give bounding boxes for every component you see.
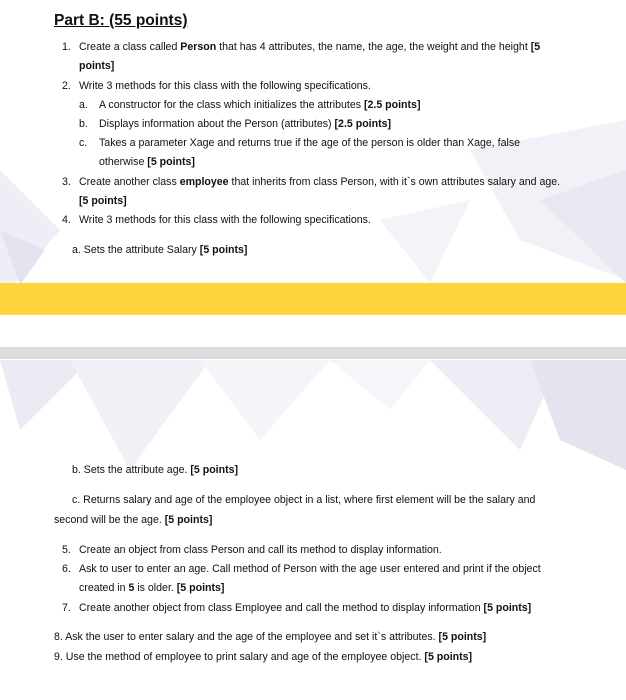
item-2a-text: A constructor for the class which initializes the attributes bbox=[99, 99, 364, 111]
item-4c-points: [5 points] bbox=[164, 514, 213, 526]
item-2-number: 2. bbox=[62, 80, 71, 92]
item-8-points: [5 points] bbox=[438, 631, 487, 643]
item-4c-line2 bbox=[54, 513, 212, 527]
item-7-text: Create another object from class Employee and call the method to display information bbox=[79, 602, 484, 614]
item-3-class-name: employee bbox=[179, 176, 229, 188]
item-2a-line bbox=[99, 98, 420, 112]
item-7-number: 7. bbox=[62, 602, 71, 614]
item-9-line bbox=[54, 650, 472, 664]
item-3-text: Create another class bbox=[79, 176, 180, 188]
item-2c-line1: Takes a parameter Xage and returns true if the age of the person is older than Xage, false bbox=[99, 137, 521, 149]
item-3-line1 bbox=[79, 175, 560, 189]
item-1-line2 bbox=[79, 59, 114, 73]
item-3-line2 bbox=[79, 194, 127, 208]
item-4c-line1: c. Returns salary and age of the employee object in a list, where first element will be the salary and bbox=[72, 494, 536, 506]
item-4b-points: [5 points] bbox=[190, 464, 239, 476]
item-4b-line bbox=[72, 463, 238, 477]
item-6-line1: Ask to user to enter an age. Call method of Person with the age user entered and print if the object bbox=[79, 563, 541, 575]
item-8-line bbox=[54, 630, 486, 644]
item-6-points: [5 points] bbox=[176, 582, 225, 594]
item-4a-text: a. Sets the attribute Salary bbox=[72, 244, 200, 256]
item-3-number: 3. bbox=[62, 176, 71, 188]
item-4a-points: [5 points] bbox=[199, 244, 248, 256]
item-6-text-b: is older. bbox=[134, 582, 177, 594]
item-2a-points: [2.5 points] bbox=[363, 99, 421, 111]
item-3-text-rest: that inherits from class Person, with it`s own attributes salary and age. bbox=[228, 176, 561, 188]
item-1-text: Create a class called bbox=[79, 41, 181, 53]
item-9-points: [5 points] bbox=[424, 651, 473, 663]
item-6-text-a: created in bbox=[79, 582, 129, 594]
item-2c-letter: c. bbox=[79, 137, 88, 149]
item-7-points: [5 points] bbox=[483, 602, 532, 614]
item-4c-text: second will be the age. bbox=[54, 514, 165, 526]
item-2b-line bbox=[99, 117, 391, 131]
item-4a-line bbox=[72, 243, 247, 257]
item-1-points-a: [5 bbox=[530, 41, 541, 53]
item-4-number: 4. bbox=[62, 214, 71, 226]
item-2c-line2 bbox=[99, 155, 195, 169]
item-5-number: 5. bbox=[62, 544, 71, 556]
item-6-line2 bbox=[79, 581, 224, 595]
item-2c-text: otherwise bbox=[99, 156, 148, 168]
item-4-text: Write 3 methods for this class with the following specifications. bbox=[79, 214, 371, 226]
item-3-points: [5 points] bbox=[79, 195, 127, 207]
item-2b-points: [2.5 points] bbox=[334, 118, 392, 130]
item-2a-letter: a. bbox=[79, 99, 88, 111]
item-9-text: 9. Use the method of employee to print salary and age of the employee object. bbox=[54, 651, 425, 663]
item-2b-letter: b. bbox=[79, 118, 88, 130]
item-6-ref-number: 5 bbox=[128, 582, 135, 594]
item-4b-text: b. Sets the attribute age. bbox=[72, 464, 191, 476]
item-6-number: 6. bbox=[62, 563, 71, 575]
item-2c-points: [5 points] bbox=[147, 156, 195, 168]
item-1-text-rest: that has 4 attributes, the name, the age, the weight and the height bbox=[216, 41, 531, 53]
item-2-text: Write 3 methods for this class with the following specifications. bbox=[79, 80, 371, 92]
item-1-points-b: points] bbox=[79, 60, 115, 72]
item-5-text: Create an object from class Person and call its method to display information. bbox=[79, 544, 442, 556]
item-7-line bbox=[79, 601, 531, 615]
item-2b-text: Displays information about the Person (attributes) bbox=[99, 118, 335, 130]
item-8-text: 8. Ask the user to enter salary and the age of the employee and set it`s attributes. bbox=[54, 631, 439, 643]
page-title: Part B: (55 points) bbox=[54, 12, 188, 29]
item-1-class-name: Person bbox=[180, 41, 217, 53]
item-1-number: 1. bbox=[62, 41, 71, 53]
item-1-line1 bbox=[79, 40, 540, 54]
